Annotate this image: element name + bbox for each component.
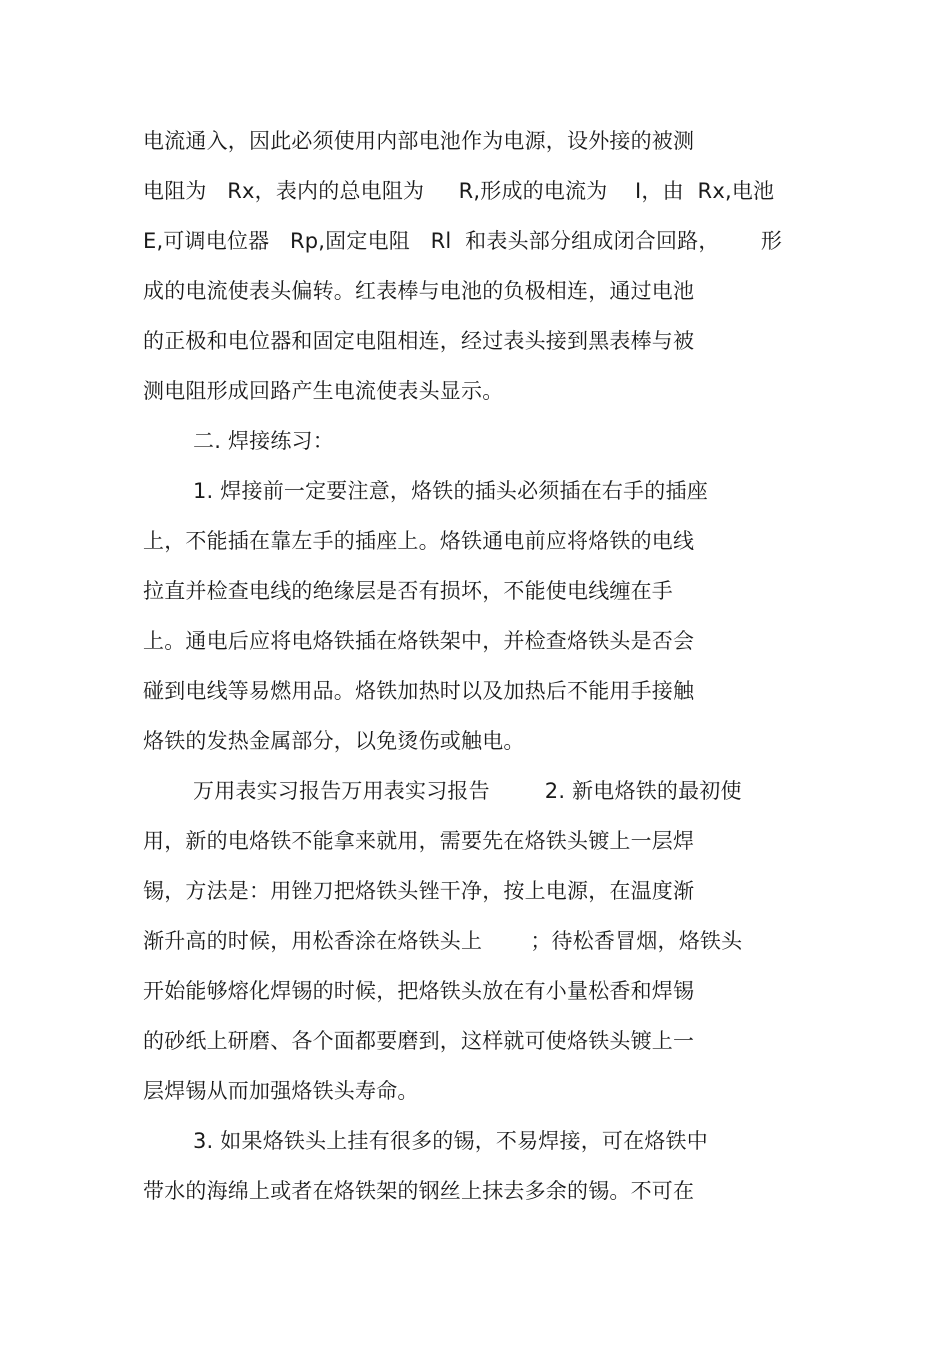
- text-line: 烙铁的发热金属部分，以免烫伤或触电。: [143, 729, 525, 753]
- text-line: 锡，方法是：用锉刀把烙铁头锉干净，按上电源，在温度渐: [143, 879, 695, 903]
- text-line: 用，新的电烙铁不能拿来就用，需要先在烙铁头镀上一层焊: [143, 829, 695, 853]
- text-line: E,可调电位器 Rp,固定电阻 Rl 和表头部分组成闭合回路， 形: [143, 229, 783, 253]
- text-line: 层焊锡从而加强烙铁头寿命。: [143, 1079, 419, 1103]
- text-line: 电流通入，因此必须使用内部电池作为电源，设外接的被测: [143, 129, 695, 153]
- text-line: 的正极和电位器和固定电阻相连，经过表头接到黑表棒与被: [143, 329, 695, 353]
- text-line: 带水的海绵上或者在烙铁架的钢丝上抹去多余的锡。不可在: [143, 1179, 695, 1203]
- text-line: 1. 焊接前一定要注意，烙铁的插头必须插在右手的插座: [193, 479, 708, 503]
- text-line: 拉直并检查电线的绝缘层是否有损坏，不能使电线缠在手: [143, 579, 673, 603]
- text-line: 渐升高的时候，用松香涂在烙铁头上 ；待松香冒烟，烙铁头: [143, 929, 743, 953]
- text-line: 成的电流使表头偏转。红表棒与电池的负极相连，通过电池: [143, 279, 695, 303]
- text-line: 万用表实习报告万用表实习报告 2. 新电烙铁的最初使: [193, 779, 742, 803]
- text-line: 的砂纸上研磨、各个面都要磨到，这样就可使烙铁头镀上一: [143, 1029, 695, 1053]
- text-line: 电阻为 Rx，表内的总电阻为 R,形成的电流为 I，由 Rx,电池: [143, 179, 775, 203]
- text-line: 3. 如果烙铁头上挂有很多的锡，不易焊接，可在烙铁中: [193, 1129, 708, 1153]
- text-line: 碰到电线等易燃用品。烙铁加热时以及加热后不能用手接触: [143, 679, 695, 703]
- section-heading: 二. 焊接练习：: [193, 429, 334, 453]
- text-line: 上，不能插在靠左手的插座上。烙铁通电前应将烙铁的电线: [143, 529, 695, 553]
- text-line: 测电阻形成回路产生电流使表头显示。: [143, 379, 504, 403]
- text-line: 上。通电后应将电烙铁插在烙铁架中，并检查烙铁头是否会: [143, 629, 695, 653]
- text-line: 开始能够熔化焊锡的时候，把烙铁头放在有小量松香和焊锡: [143, 979, 695, 1003]
